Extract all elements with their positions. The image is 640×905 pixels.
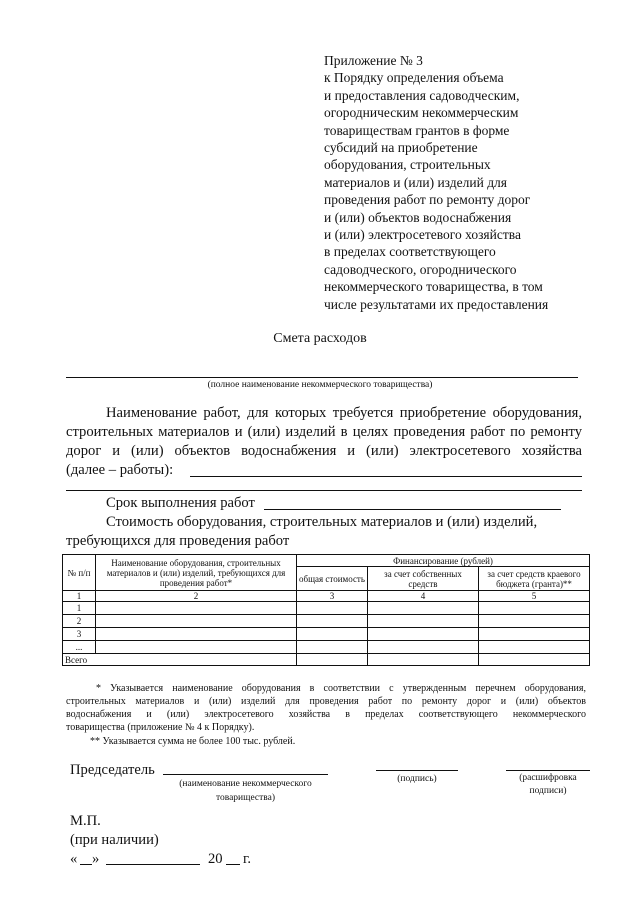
header-num: № п/п: [63, 555, 96, 591]
table-cell[interactable]: [297, 641, 368, 654]
header-own: за счет собственных средств: [368, 567, 479, 591]
decode-caption: [500, 772, 596, 798]
table-cell[interactable]: [297, 628, 368, 641]
org-name-caption: (полное наименование некоммерческого товарищества): [207, 380, 433, 390]
caption-line: подписи): [529, 786, 567, 796]
cost-line-2: требующихся для проведения работ: [66, 533, 290, 549]
works-fill-line-2[interactable]: [66, 490, 582, 491]
chairman-org-caption: [163, 777, 328, 805]
index-cell: 2: [96, 591, 297, 602]
footnote-2: ** Указывается сумма не более 100 тыс. рублей.: [90, 736, 296, 747]
table-cell[interactable]: [479, 615, 590, 628]
table-cell[interactable]: [96, 641, 297, 654]
index-cell: 4: [368, 591, 479, 602]
appendix-line: проведения работ по ремонту дорог: [324, 192, 531, 208]
caption-line: товарищества): [215, 793, 276, 803]
signature-line[interactable]: [376, 770, 458, 771]
works-line-2: строительных материалов и (или) изделий в целях проведения работ по ремонту: [66, 424, 582, 440]
works-line-1: Наименование работ, для которых требуется приобретение оборудования,: [106, 405, 582, 421]
appendix-header: [324, 52, 624, 313]
works-fill-line[interactable]: [190, 476, 582, 477]
works-line-4: (далее – работы):: [66, 462, 174, 478]
table-cell[interactable]: [96, 628, 297, 641]
financing-table: [62, 554, 590, 666]
works-line-3: дорог и (или) объектов водоснабжения и (или) электросетевого хозяйства: [66, 443, 582, 459]
appendix-line: огородническим некоммерческим: [324, 105, 519, 121]
appendix-line: товариществам грантов в форме: [324, 122, 510, 138]
date-day-line[interactable]: [80, 864, 92, 865]
appendix-line: некоммерческого товарищества, в том: [324, 279, 543, 295]
date-month-line[interactable]: [106, 864, 200, 865]
appendix-line: и (или) электросетевого хозяйства: [324, 227, 521, 243]
date-day-open: «: [70, 851, 78, 867]
org-name-line[interactable]: [66, 377, 578, 378]
table-row: [63, 602, 590, 615]
appendix-line: субсидий на приобретение: [324, 140, 478, 156]
index-cell: 5: [479, 591, 590, 602]
row-number: ...: [63, 641, 96, 654]
appendix-line: числе результатами их предоставления: [324, 296, 549, 312]
index-cell: 3: [297, 591, 368, 602]
footnote-1-line-3: водоснабжения и (или) электросетевого хозяйства в пределах соответствующего некоммерческого: [66, 709, 586, 720]
term-fill-line[interactable]: [264, 509, 561, 510]
table-cell[interactable]: [96, 615, 297, 628]
row-number: 3: [63, 628, 96, 641]
decode-line[interactable]: [506, 770, 590, 771]
table-row: [63, 615, 590, 628]
date-year-line[interactable]: [226, 864, 240, 865]
appendix-line: садоводческого, огороднического: [324, 261, 517, 277]
table-row: [63, 628, 590, 641]
table-cell[interactable]: [368, 615, 479, 628]
chairman-org-line[interactable]: [163, 774, 328, 775]
date-day-close: »: [92, 851, 100, 867]
caption-line: (наименование некоммерческого: [179, 779, 312, 789]
table-cell[interactable]: [368, 602, 479, 615]
document-title: Смета расходов: [273, 331, 367, 346]
appendix-line: и (или) объектов водоснабжения: [324, 209, 512, 225]
stamp-if-any: (при наличии): [70, 832, 159, 848]
row-number: 2: [63, 615, 96, 628]
header-financing: Финансирование (рублей): [297, 555, 590, 567]
appendix-line: оборудования, строительных: [324, 157, 491, 173]
appendix-line: и предоставления садоводческим,: [324, 87, 520, 103]
table-cell[interactable]: [297, 615, 368, 628]
total-label: Всего: [63, 654, 297, 666]
term-label: Срок выполнения работ: [106, 495, 255, 511]
table-cell[interactable]: [479, 602, 590, 615]
table-cell[interactable]: [368, 628, 479, 641]
appendix-line: к Порядку определения объема: [324, 70, 504, 86]
header-grant: за счет средств краевого бюджета (гранта)**: [479, 567, 590, 591]
total-row: [63, 654, 590, 666]
table-row: [63, 641, 590, 654]
signature-caption: (подпись): [397, 774, 437, 784]
row-number: 1: [63, 602, 96, 615]
appendix-line: Приложение № 3: [324, 53, 423, 68]
header-name: Наименование оборудования, строительных материалов и (или) изделий, требующихся для проведения работ*: [96, 555, 297, 591]
table-cell[interactable]: [297, 654, 368, 666]
date-year-suffix: г.: [243, 851, 251, 867]
date-year-prefix: 20: [208, 851, 223, 867]
stamp-label: М.П.: [70, 813, 101, 829]
table-cell[interactable]: [479, 654, 590, 666]
table-cell[interactable]: [96, 602, 297, 615]
footnote-1-line-4: товарищества (приложение № 4 к Порядку).: [66, 722, 255, 733]
table-cell[interactable]: [297, 602, 368, 615]
footnote-1-line-2: строительных материалов и (или) изделий для проведения работ по ремонту дорог и (или) объектов: [66, 696, 586, 707]
table-cell[interactable]: [368, 654, 479, 666]
caption-line: (расшифровка: [519, 773, 577, 783]
table-cell[interactable]: [479, 628, 590, 641]
cost-line-1: Стоимость оборудования, строительных материалов и (или) изделий,: [106, 514, 538, 530]
index-row: [63, 591, 590, 602]
index-cell: 1: [63, 591, 96, 602]
footnote-1-line-1: * Указывается наименование оборудования в соответствии с утвержденным перечнем оборудования,: [96, 683, 586, 694]
appendix-line: материалов и (или) изделий для: [324, 174, 508, 190]
header-total: общая стоимость: [297, 567, 368, 591]
table-cell[interactable]: [479, 641, 590, 654]
table-cell[interactable]: [368, 641, 479, 654]
chairman-label: Председатель: [70, 762, 155, 778]
appendix-line: в пределах соответствующего: [324, 244, 496, 260]
